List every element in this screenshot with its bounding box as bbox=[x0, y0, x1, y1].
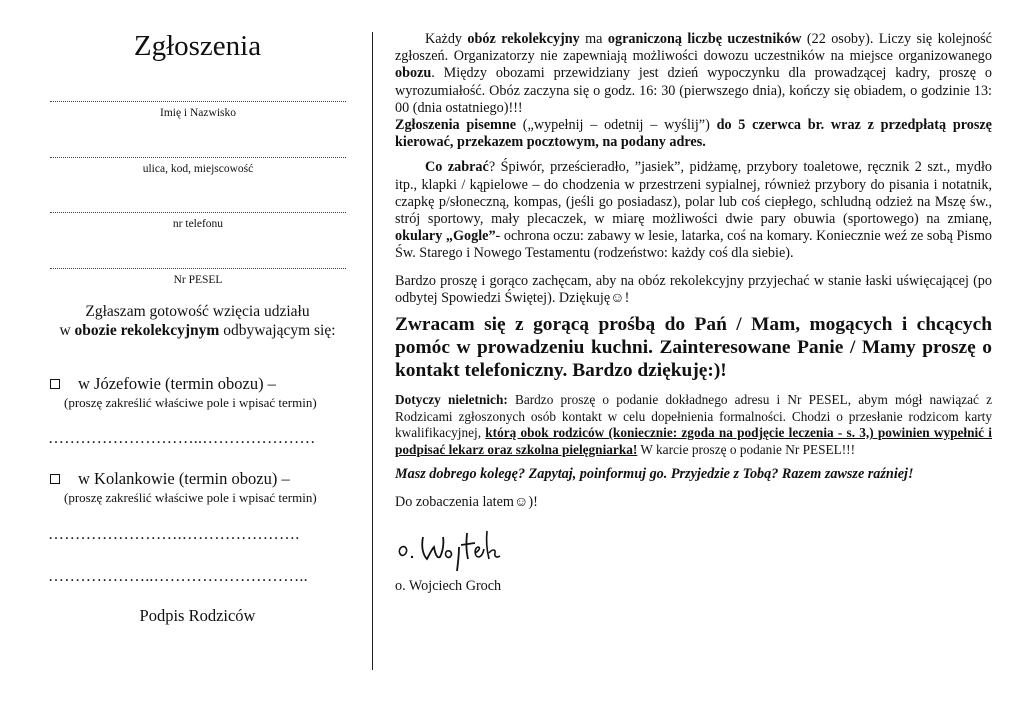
pesel-line[interactable] bbox=[50, 268, 346, 269]
option-kolankow-line bbox=[50, 469, 350, 489]
jozefow-date-line[interactable]: ………………………..………………… bbox=[48, 430, 316, 447]
option-kolankow-label: w Kolankowie (termin obozu) – bbox=[78, 469, 290, 488]
pesel-field[interactable] bbox=[50, 268, 346, 286]
p3-t1: ? Śpiwór, prześcieradło, ”jasiek”, pidżamę, przybory toaletowe, ręcznik 2 szt., mydło itp., klapki / kąpielowe – do chodzenia w przestrzeni sypialnej, również przybory do pisania i notatnik, czapkę p/słoneczną, kompas, (jeśli go posiadasz), polar lub coś ciepłego, schludną odzież na Mszę św., strój sportowy, mały plecaczek, w miarę możliwości dwie pary obuwia (sportowego) na zmianę, bbox=[395, 159, 993, 228]
checkbox-kolankow[interactable] bbox=[50, 474, 60, 484]
pesel-label: Nr PESEL bbox=[173, 274, 223, 286]
p6-t1: Bardzo proszę o podanie dokładnego adresu i Nr PESEL, abym mógł nawiązać z Rodzicami zgłoszonych osób kontakt w celu dopełnienia formalności. Chodzi o przesłanie rodzicom karty kwalifikacyjnej, bbox=[395, 392, 992, 441]
paragraph-confession: Bardzo proszę i gorąco zachęcam, aby na obóz rekolekcyjny przyjechać w stanie łaski uświęcającej (po odbytej Spowiedzi Świętej). Dziękuję☺! bbox=[395, 272, 992, 306]
option-kolankow-hint: (proszę zakreślić właściwe pole i wpisać termin) bbox=[64, 490, 317, 505]
option-kolankow[interactable] bbox=[50, 469, 350, 506]
p2-t1: („wypełnij – odetnij – wyślij”) bbox=[516, 117, 717, 134]
info-column bbox=[395, 31, 992, 595]
paragraph-camp-rules bbox=[395, 31, 992, 117]
declaration-bold: obozie rekolekcyjnym bbox=[74, 322, 220, 339]
address-line[interactable] bbox=[50, 157, 346, 158]
p6-b1: Dotyczy nieletnich: bbox=[395, 392, 508, 408]
p1-b3: obozu bbox=[395, 65, 432, 82]
name-label: Imię i Nazwisko bbox=[159, 107, 236, 119]
address-label: ulica, kod, miejscowość bbox=[142, 163, 254, 175]
author-name: o. Wojciech Groch bbox=[395, 577, 502, 594]
p1-t4: . Między obozami przewidziany jest dzień wypoczynku dla prowadzącej kadry, proszę o wyrozumiałość. Obóz zaczyna się o godz. 16: 30 (pierwszego dnia), kończy się obiadem, o godzinie 13: 00 (dnia ostatniego)!!! bbox=[395, 65, 992, 116]
column-divider bbox=[372, 32, 373, 670]
checkbox-jozefow[interactable] bbox=[50, 379, 60, 389]
p6-t2: W karcie proszę o podanie Nr PESEL!!! bbox=[637, 441, 856, 457]
name-field[interactable] bbox=[50, 101, 346, 119]
declaration-w: w bbox=[59, 322, 75, 339]
p3-t2: - ochrona oczu: zabawy w lesie, latarka, coś na komary. Koniecznie weź ze sobą Pismo Św. Starego i Nowego Testamentu (rodzeństwo: każdy coś dla siebie). bbox=[395, 228, 993, 262]
paragraph-invite-friend: Masz dobrego kolegę? Zapytaj, poinformuj go. Przyjedzie z Tobą? Razem zawsze raźniej! bbox=[395, 466, 914, 483]
p6-bu: którą obok rodziców (koniecznie: zgoda na podjęcie leczenia - s. 3,) powinien wypełnić i podpisać lekarz oraz szkolna pielęgniarka! bbox=[395, 425, 992, 457]
phone-field[interactable] bbox=[50, 212, 346, 230]
option-jozefow[interactable] bbox=[50, 374, 350, 411]
name-line[interactable] bbox=[50, 101, 346, 102]
paragraph-minors bbox=[395, 392, 992, 458]
kolankow-date-line[interactable]: …………………….…………………. bbox=[48, 526, 300, 543]
p1-t1: Każdy bbox=[425, 31, 468, 47]
p1-t3: (22 osoby). Liczy się kolejność zgłoszeń. Organizatorzy nie zapewniają możliwości dowozu uczestników na miejsce organizowanego bbox=[395, 31, 992, 65]
registration-form bbox=[40, 0, 355, 718]
p2-b2: do 5 czerwca br. wraz z przedpłatą proszę kierować, przekazem pocztowym, na podany adres. bbox=[395, 117, 992, 151]
parents-signature-label: Podpis Rodziców bbox=[139, 606, 256, 625]
option-jozefow-label: w Józefowie (termin obozu) – bbox=[78, 374, 276, 393]
p1-b1: obóz rekolekcyjny bbox=[467, 31, 580, 47]
form-title: Zgłoszenia bbox=[133, 30, 262, 62]
declaration-line1: Zgłaszam gotowość wzięcia udziału bbox=[85, 303, 310, 320]
p3-b2: okulary „Gogle” bbox=[395, 228, 496, 245]
paragraph-kitchen-help: Zwracam się z gorącą prośbą do Pań / Mam, mogących i chcących pomóc w prowadzeniu kuchni. Zainteresowane Panie / Mamy proszę o kontakt telefoniczny. Bardzo dziękuję:)! bbox=[395, 314, 992, 382]
declaration-end: odbywającym się: bbox=[219, 322, 336, 339]
handwritten-signature bbox=[395, 523, 515, 573]
option-jozefow-line bbox=[50, 374, 350, 394]
paragraph-see-you: Do zobaczenia latem☺)! bbox=[395, 493, 538, 510]
phone-label: nr telefonu bbox=[172, 218, 224, 230]
p2-b1: Zgłoszenia pisemne bbox=[395, 117, 517, 134]
address-field[interactable] bbox=[50, 157, 346, 175]
p1-t2: ma bbox=[579, 31, 608, 47]
paragraph-what-to-bring bbox=[395, 159, 992, 262]
phone-line[interactable] bbox=[50, 212, 346, 213]
p1-b2: ograniczoną liczbę uczestników bbox=[607, 31, 802, 47]
p3-b1: Co zabrać bbox=[425, 159, 489, 176]
declaration-line2 bbox=[40, 321, 355, 340]
option-jozefow-hint: (proszę zakreślić właściwe pole i wpisać termin) bbox=[64, 395, 317, 410]
signature-line[interactable]: ………………..……………………….. bbox=[48, 568, 308, 585]
paragraph-registration bbox=[395, 117, 992, 151]
declaration bbox=[40, 302, 355, 340]
